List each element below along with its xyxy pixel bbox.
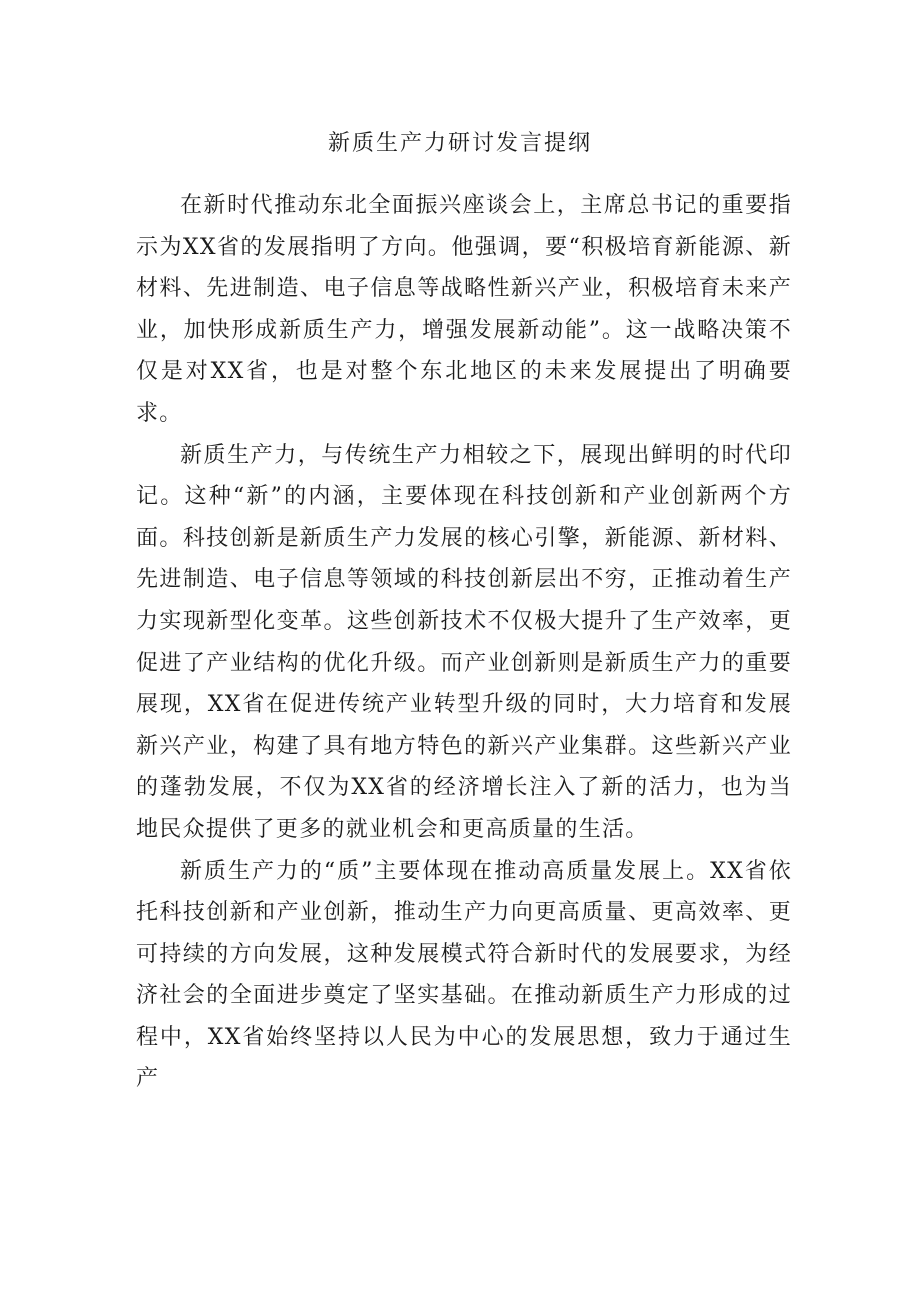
paragraph-2: 新质生产力，与传统生产力相较之下，展现出鲜明的时代印记。这种“新”的内涵，主要体现在科技创新和产业创新两个方面。科技创新是新质生产力发展的核心引擎，新能源、新材料、先进制造、电子信息等领域的科技创新层出不穷，正推动着生产力实现新型化变革。这些创新技术不仅极大提升了生产效率，更促进了产业结构的优化升级。而产业创新则是新质生产力的重要展现，XX省在促进传统产业转型升级的同时，大力培育和发展新兴产业，构建了具有地方特色的新兴产业集群。这些新兴产业的蓬勃发展，不仅为XX省的经济增长注入了新的活力，也为当地民众提供了更多的就业机会和更高质量的生活。 bbox=[136, 442, 792, 842]
document-body bbox=[136, 185, 792, 1100]
document-title: 新质生产力研讨发言提纲 bbox=[327, 131, 592, 156]
paragraph-3: 新质生产力的“质”主要体现在推动高质量发展上。XX省依托科技创新和产业创新，推动生产力向更高质量、更高效率、更可持续的方向发展，这种发展模式符合新时代的发展要求，为经济社会的全面进步奠定了坚实基础。在推动新质生产力形成的过程中，XX省始终坚持以人民为中心的发展思想，致力于通过生产 bbox=[136, 858, 792, 1092]
paragraph-1: 在新时代推动东北全面振兴座谈会上，主席总书记的重要指示为XX省的发展指明了方向。他强调，要“积极培育新能源、新材料、先进制造、电子信息等战略性新兴产业，积极培育未来产业，加快形成新质生产力，增强发展新动能”。这一战略决策不仅是对XX省，也是对整个东北地区的未来发展提出了明确要求。 bbox=[136, 193, 792, 426]
